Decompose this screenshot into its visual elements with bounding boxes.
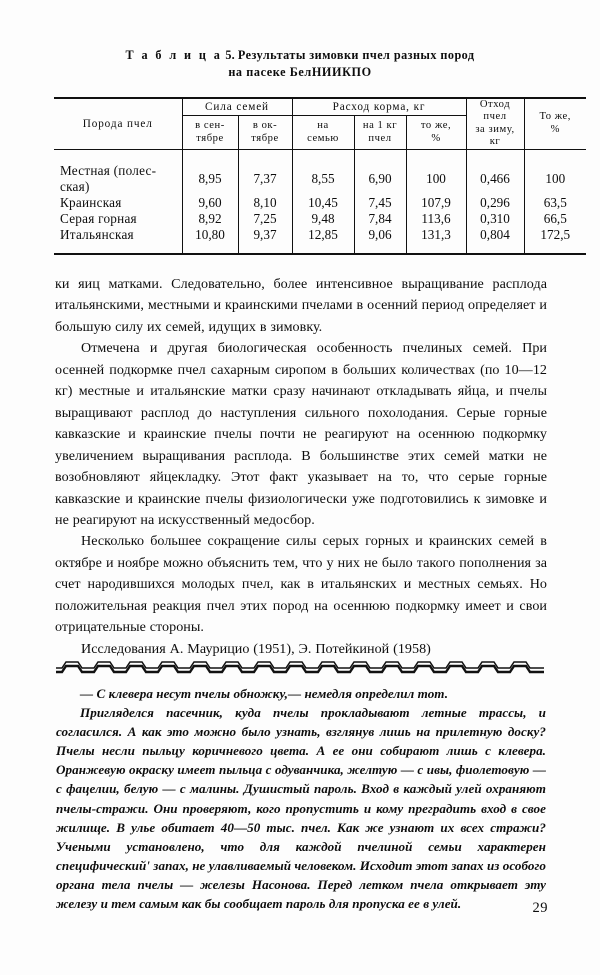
cell-feed-per-family: 8,55 bbox=[292, 163, 354, 195]
cell-breed bbox=[54, 163, 182, 195]
header-september bbox=[182, 116, 238, 149]
header-loss-line-4: кг bbox=[489, 136, 501, 148]
anecdote-paragraph-2: Пригляделся пасечник, куда пчелы прокладывают летные трассы, и согласился. А как это можно было узнать, взглянув лишь на прилетную доску? Пчелы несли пыльцу коричневого цвета. А ее они собирают лишь с клевера. Оранжевую окраску имеет пыльца с одуванчика, желтую — с ивы, фиолетовую — с фацелии, белую — с малины. Душистый пароль. Вход в каждый улей охраняют пчелы-стражи. Они проверяют, кого пропустить и кому преградить вход в свое жилище. В улье обитает 40—50 тыс. пчел. Как же узнают их всех стражи? Учеными установлено, что для каждой пчелиной семьи характерен специфический' запах, не улавливаемый человеком. Исходит этот запах из особого органа тела пчелы — железы Насонова. Перед летком пчела открывает эту железу и тем самым как бы сообщает пароль для пропуска ее в улей. bbox=[56, 705, 546, 912]
bottom-feed-family bbox=[292, 244, 354, 254]
table-row bbox=[54, 195, 586, 211]
table-row bbox=[54, 163, 586, 195]
cell-breed-line-1: Местная (полес- bbox=[60, 162, 157, 178]
header-october bbox=[238, 116, 292, 149]
cell-breed-line-2: ская) bbox=[60, 178, 90, 194]
spacer-feed-pct bbox=[406, 149, 466, 163]
page-number: 29 bbox=[532, 900, 548, 916]
body-text bbox=[55, 274, 547, 660]
spacer-loss-pct bbox=[524, 149, 586, 163]
header-october-line-2: тябре bbox=[251, 132, 279, 144]
cell-feed-per-family: 9,48 bbox=[292, 211, 354, 227]
header-loss-percent-line-2: % bbox=[550, 123, 560, 135]
table-bottom-separator bbox=[54, 244, 586, 254]
cell-feed-per-kg: 6,90 bbox=[354, 163, 406, 195]
body-paragraph-3: Несколько большее сокращение силы серых горных и краинских семей в октябре и ноябре можно объяснить тем, что у них не было такого пополнения за счет народившихся молодых пчел, как в итальянских и местных семьях. Но положительная реакция пчел этих пород на осеннюю подкормку имеет и свои отрицательные стороны. bbox=[55, 533, 547, 636]
header-september-line-1: в сен- bbox=[195, 120, 225, 132]
body-paragraph-2: Отмечена и другая биологическая особенность пчелиных семей. При осенней подкормке пчел сахарным сиропом в больших количествах (по 10—12 кг) местные и итальянские матки сразу начинают откладывать яйца, и пчелы выращивают расплод до наступления сильного похолодания. Серые горные кавказские и краинские пчелы почти не реагируют на осеннюю подкормку увеличением выращивания расплода. В большинстве этих семей матки не возобновляют яйцекладку. Этот факт указывает на то, что серые горные кавказские и краинские пчелы физиологически уже подготовились к зимовке и не реагируют на искусственный медосбор. bbox=[55, 340, 547, 528]
spacer-feed-kg bbox=[354, 149, 406, 163]
cell-loss-kg: 0,296 bbox=[466, 195, 524, 211]
cell-feed-percent: 107,9 bbox=[406, 195, 466, 211]
cell-september: 9,60 bbox=[182, 195, 238, 211]
spacer-breed bbox=[54, 149, 182, 163]
cell-loss-percent: 100 bbox=[545, 170, 566, 186]
header-loss-percent-line-1: То же, bbox=[539, 111, 571, 123]
table-caption-title: Результаты зимовки пчел разных пород bbox=[237, 48, 475, 62]
cell-feed-per-family: 12,85 bbox=[292, 227, 354, 243]
bottom-loss-pct bbox=[524, 244, 586, 254]
cell-loss-percent: 66,5 bbox=[543, 211, 567, 227]
bottom-september bbox=[182, 244, 238, 254]
header-loss-line-3: за зиму, bbox=[475, 123, 515, 135]
header-feed-per-kg-line-1: на 1 кг bbox=[362, 120, 398, 132]
cell-feed-per-kg: 9,06 bbox=[354, 227, 406, 243]
header-feed-per-kg-line-2: пчел bbox=[368, 132, 392, 144]
body-paragraph-1: ки яиц матками. Следовательно, более интенсивное выращивание расплода итальянскими, местными и краинскими пчелами в осенний период определяет и большую силу их семей, идущих в зимовку. bbox=[55, 276, 547, 335]
cell-september: 8,92 bbox=[182, 211, 238, 227]
cell-feed-per-kg: 7,45 bbox=[354, 195, 406, 211]
table-caption bbox=[60, 47, 540, 81]
spacer-feed-family bbox=[292, 149, 354, 163]
header-october-line-1: в ок- bbox=[252, 120, 278, 132]
cell-october: 7,37 bbox=[238, 163, 292, 195]
cell-loss-kg: 0,466 bbox=[466, 163, 524, 195]
anecdote-section bbox=[56, 684, 546, 913]
cell-breed: Итальянская bbox=[54, 227, 182, 243]
results-table-wrapper bbox=[54, 97, 571, 255]
cell-feed-percent: 131,3 bbox=[406, 227, 466, 243]
header-feed-percent bbox=[406, 116, 466, 149]
header-loss bbox=[466, 98, 524, 149]
header-loss-line-1: Отход bbox=[479, 99, 511, 110]
cell-feed-percent: 100 bbox=[406, 163, 466, 195]
body-paragraph-4: Исследования А. Маурицио (1951), Э. Потейкиной (1958) bbox=[81, 640, 431, 657]
header-feed-per-family-line-2: семью bbox=[307, 132, 339, 144]
table-row bbox=[54, 227, 586, 243]
cell-feed-percent: 113,6 bbox=[406, 211, 466, 227]
results-table bbox=[54, 97, 586, 255]
cell-loss-kg: 0,310 bbox=[466, 211, 524, 227]
header-feed-per-family-line-1: на bbox=[317, 120, 329, 132]
header-loss-line-2: пчел bbox=[483, 111, 507, 123]
cell-october: 7,25 bbox=[238, 211, 292, 227]
bottom-feed-kg bbox=[354, 244, 406, 254]
header-feed-percent-line-2: % bbox=[431, 132, 441, 144]
header-feed-per-kg bbox=[354, 116, 406, 149]
table-header-row-groups bbox=[54, 98, 586, 116]
cell-october: 8,10 bbox=[238, 195, 292, 211]
header-group-feed: Расход корма, кг bbox=[292, 98, 466, 116]
zigzag-ornament-icon bbox=[56, 655, 544, 677]
cell-loss-percent: 172,5 bbox=[540, 227, 571, 243]
table-caption-line-2: на пасеке БелНИИКПО bbox=[228, 65, 372, 79]
header-feed-per-family bbox=[292, 116, 354, 149]
cell-feed-per-family: 10,45 bbox=[292, 195, 354, 211]
ornamental-divider bbox=[56, 655, 544, 677]
table-caption-number: 5. bbox=[225, 48, 235, 62]
table-caption-label: Т а б л и ц а bbox=[125, 48, 223, 62]
header-loss-percent bbox=[524, 98, 586, 149]
bottom-loss bbox=[466, 244, 524, 254]
cell-october: 9,37 bbox=[238, 227, 292, 243]
table-caption-line-1 bbox=[60, 47, 540, 64]
header-september-line-2: тябре bbox=[196, 132, 224, 144]
cell-september: 10,80 bbox=[182, 227, 238, 243]
cell-breed: Серая горная bbox=[54, 211, 182, 227]
cell-feed-per-kg: 7,84 bbox=[354, 211, 406, 227]
bottom-october bbox=[238, 244, 292, 254]
cell-loss-percent: 63,5 bbox=[543, 195, 567, 211]
cell-breed: Краинская bbox=[54, 195, 182, 211]
table-header-separator bbox=[54, 149, 586, 163]
spacer-loss bbox=[466, 149, 524, 163]
header-group-strength: Сила семей bbox=[182, 98, 292, 116]
spacer-september bbox=[182, 149, 238, 163]
cell-september: 8,95 bbox=[182, 163, 238, 195]
header-feed-percent-line-1: то же, bbox=[420, 120, 452, 132]
header-breed: Порода пчел bbox=[54, 98, 182, 149]
anecdote-paragraph-1: — С клевера несут пчелы обножку,— немедля определил тот. bbox=[80, 686, 449, 701]
bottom-feed-pct bbox=[406, 244, 466, 254]
table-row bbox=[54, 211, 586, 227]
bottom-breed bbox=[54, 244, 182, 254]
spacer-october bbox=[238, 149, 292, 163]
cell-loss-kg: 0,804 bbox=[466, 227, 524, 243]
